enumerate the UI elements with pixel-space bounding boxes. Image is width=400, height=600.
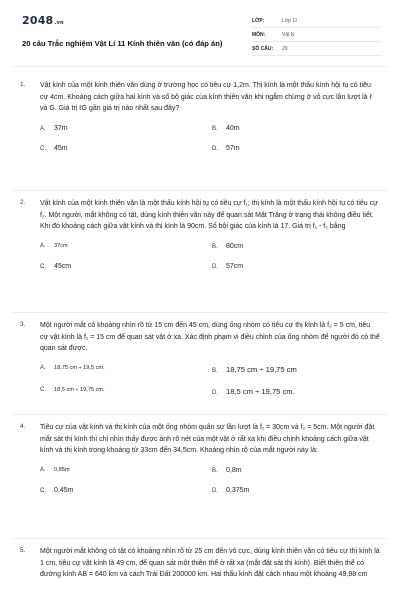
option-text: 45m: [54, 144, 68, 152]
answer-options: [40, 467, 380, 494]
question-text: Một người mắt có khoảng nhìn rõ từ 15 cm đến 45 cm, dùng ống nhòm có tiêu cự thị kính là f₂ = 5 cm, tiêu cự vật kính là f₁ = 15 cm để quan sát vật ở xa. Xác định phạm vi điều chỉnh của ống nhòm để người đó có thể quan sát được.: [40, 322, 380, 353]
option-text: 18,75 cm ÷ 19,75 cm: [226, 364, 297, 374]
question-divider: [12, 312, 388, 313]
option-letter: B.: [212, 125, 218, 132]
question-text: Vật kính của một kính thiên văn dùng ở trường học có tiêu cự 1,2m. Thị kính là một thấu kính hội tụ có tiêu cự 4cm. Khoảng cách giữa hai kính và số bộ giác của kính thiên văn khi ngắm chừng ở vô cực lần lượt là ℓ và G. Giá trị ℓG gần giá trị nào nhất sau đây?: [40, 82, 372, 113]
answer-option-d[interactable]: [212, 263, 384, 270]
option-text: 0,8m: [226, 466, 242, 474]
header-divider: [12, 66, 388, 67]
page-title: 20 câu Trắc nghiệm Vật Lí 11 Kính thiên văn (có đáp án): [22, 39, 223, 48]
question-divider: [12, 538, 388, 539]
option-letter: C.: [40, 386, 46, 393]
answer-option-c[interactable]: [40, 487, 212, 494]
question-divider: [12, 190, 388, 191]
answer-option-c[interactable]: [40, 263, 212, 270]
option-letter: B.: [212, 243, 218, 250]
meta-value: Lớp 11: [282, 17, 298, 24]
meta-row-class: [252, 14, 382, 28]
answer-option-b[interactable]: [212, 125, 384, 132]
option-letter: A.: [40, 466, 46, 473]
meta-row-subject: [252, 28, 382, 42]
option-text: 18,75 cm ÷ 19,5 cm.: [54, 364, 105, 371]
answer-option-c[interactable]: [40, 145, 212, 152]
meta-key: MÔN:: [252, 31, 266, 38]
option-text: 37cm: [54, 242, 68, 249]
question-number: 2.: [20, 199, 26, 206]
option-letter: A.: [40, 125, 46, 132]
meta-key: LỚP:: [252, 17, 265, 24]
option-letter: D.: [212, 145, 218, 152]
answer-options: [40, 125, 380, 152]
question-1: [20, 80, 380, 152]
option-letter: D.: [212, 487, 218, 494]
meta-value: 20: [282, 45, 288, 52]
question-text: Vật kính của một kính thiên văn là một thấu kính hội tụ có tiêu cự f₁; thị kính là một thấu kính hội tụ có tiêu cự f₂. Một người, mắt không có tật, dùng kính thiên văn này để quan sát Mặt Trăng ở trạng thái không điều tiết. Khi đó khoảng cách giữa vật kính và thị kính là 90cm. Số bội giác của kính là 17. Giá trị f₁ - f₂ bằng: [40, 200, 378, 231]
answer-option-c[interactable]: [40, 387, 212, 396]
option-text: 40m: [226, 124, 240, 132]
question-text: Một người mắt không có tật có khoảng nhìn rõ từ 25 cm đến vô cực, dùng kính thiên văn có tiêu cự thị kính là 1 cm, tiêu cự vật kính là 49 cm, để quan sát một thiên thể ở rất xa (mắt đặt sát thị kính). Biết thiên thể có đường kính AB = 640 km và cách Trái Đất 200000 km. Hai thấu kính đặt cách nhau một khoảng 49,98 cm: [40, 548, 380, 579]
option-letter: D.: [212, 389, 218, 396]
question-number: 4.: [20, 423, 26, 430]
question-2: [20, 198, 380, 270]
option-text: 0,45m: [54, 486, 74, 494]
answer-option-b[interactable]: [212, 243, 384, 250]
question-number: 5.: [20, 547, 26, 554]
answer-option-a[interactable]: [40, 243, 212, 250]
option-letter: C.: [40, 145, 46, 152]
option-text: 57m: [226, 144, 240, 152]
answer-option-b[interactable]: [212, 467, 384, 474]
option-letter: B.: [212, 367, 218, 374]
brand-tld: .vn: [54, 20, 64, 26]
answer-options: [40, 243, 380, 270]
option-text: 57cm: [226, 262, 244, 270]
question-text: Tiêu cự của vật kính và thị kính của một ống nhòm quân sự lần lượt là f₁ = 30cm và f₂ = 5cm. Một người đặt mắt sát thị kính thì chỉ nhìn thấy được ảnh rõ nét của một vật ở rất xa khi điều chỉnh khoảng cách giữa vật kính và thị kính trong khoảng từ 33cm đến 34,5cm. Khoảng nhìn rõ của mắt người này là:: [40, 424, 375, 455]
question-number: 1.: [20, 81, 26, 88]
meta-key: SỐ CÂU:: [252, 45, 274, 52]
option-text: 0,375m: [226, 486, 250, 494]
option-text: 18,5 cm ÷ 19,75 cm.: [226, 386, 295, 396]
option-text: 0,85m: [54, 466, 70, 473]
answer-option-a[interactable]: [40, 365, 212, 374]
option-letter: C.: [40, 487, 46, 494]
brand-name: 2048: [22, 14, 54, 27]
answer-option-d[interactable]: [212, 387, 384, 396]
question-4: [20, 422, 380, 494]
answer-option-a[interactable]: [40, 125, 212, 132]
answer-option-d[interactable]: [212, 145, 384, 152]
option-letter: A.: [40, 364, 46, 371]
answer-option-d[interactable]: [212, 487, 384, 494]
option-text: 45cm: [54, 262, 72, 270]
answer-option-b[interactable]: [212, 365, 384, 374]
answer-options: [40, 365, 380, 396]
meta-row-count: [252, 42, 382, 56]
question-divider: [12, 414, 388, 415]
meta-table: [252, 14, 382, 56]
answer-option-a[interactable]: [40, 467, 212, 474]
option-text: 80cm: [226, 242, 244, 250]
meta-value: Vật lý: [282, 31, 295, 38]
option-letter: B.: [212, 467, 218, 474]
option-letter: A.: [40, 242, 46, 249]
question-5: [20, 546, 380, 581]
option-text: 18,5 cm ÷ 19,75 cm.: [54, 386, 105, 393]
question-3: [20, 320, 380, 396]
question-number: 3.: [20, 321, 26, 328]
option-text: 37m: [54, 124, 68, 132]
option-letter: D.: [212, 263, 218, 270]
option-letter: C.: [40, 263, 46, 270]
